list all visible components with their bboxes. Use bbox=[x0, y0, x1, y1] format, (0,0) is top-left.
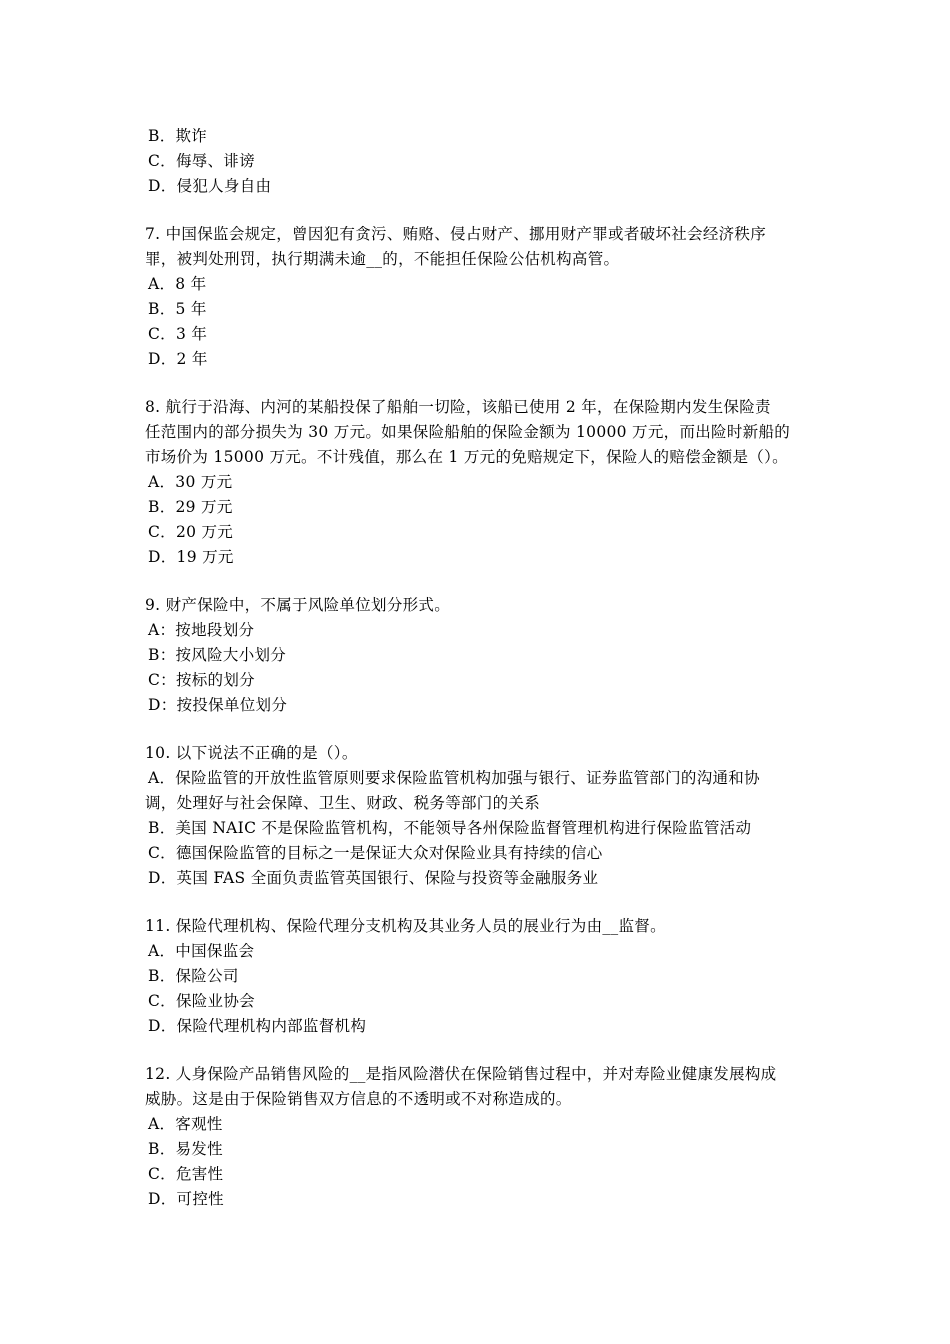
question-12 bbox=[145, 1062, 815, 1212]
question-stem-line: 威胁。这是由于保险销售双方信息的不透明或不对称造成的。 bbox=[145, 1090, 572, 1108]
option-item: A．保险监管的开放性监管原则要求保险监管机构加强与银行、证券监管部门的沟通和协 bbox=[148, 769, 760, 787]
option-item: C．保险业协会 bbox=[148, 992, 255, 1010]
option-item: D．19 万元 bbox=[148, 548, 234, 566]
option-item: B．保险公司 bbox=[148, 967, 239, 985]
question-11 bbox=[145, 914, 815, 1039]
option-item: B．5 年 bbox=[148, 300, 207, 318]
option-item-continued: 调，处理好与社会保障、卫生、财政、税务等部门的关系 bbox=[145, 794, 541, 812]
document-content bbox=[145, 124, 815, 1212]
option-item: C．侮辱、诽谤 bbox=[148, 152, 255, 170]
question-stem-line: 10. 以下说法不正确的是（）。 bbox=[145, 744, 358, 762]
option-item: B．易发性 bbox=[148, 1140, 223, 1158]
option-item: D．2 年 bbox=[148, 350, 208, 368]
option-item: D．侵犯人身自由 bbox=[148, 177, 272, 195]
question-stem-line: 罪，被判处刑罚，执行期满未逾__的，不能担任保险公估机构高管。 bbox=[145, 250, 620, 268]
question-8 bbox=[145, 395, 815, 570]
question-stem-line: 12. 人身保险产品销售风险的__是指风险潜伏在保险销售过程中，并对寿险业健康发展构成 bbox=[145, 1065, 777, 1083]
option-item: D．保险代理机构内部监督机构 bbox=[148, 1017, 367, 1035]
continuation-options bbox=[145, 124, 815, 199]
question-10 bbox=[145, 741, 815, 891]
question-7 bbox=[145, 222, 815, 372]
option-item: A．中国保监会 bbox=[148, 942, 255, 960]
option-item: C．德国保险监管的目标之一是保证大众对保险业具有持续的信心 bbox=[148, 844, 603, 862]
option-item: D．英国 FAS 全面负责监管英国银行、保险与投资等金融服务业 bbox=[148, 869, 599, 887]
question-stem-line: 任范围内的部分损失为 30 万元。如果保险船舶的保险金额为 10000 万元，而出险时新船的 bbox=[145, 423, 791, 441]
option-item: B：按风险大小划分 bbox=[148, 646, 287, 664]
question-stem-line: 9. 财产保险中，不属于风险单位划分形式。 bbox=[145, 596, 451, 614]
option-item: C．危害性 bbox=[148, 1165, 224, 1183]
question-stem-line: 8. 航行于沿海、内河的某船投保了船舶一切险，该船已使用 2 年，在保险期内发生保险责 bbox=[145, 398, 771, 416]
question-stem-line: 11. 保险代理机构、保险代理分支机构及其业务人员的展业行为由__监督。 bbox=[145, 917, 666, 935]
option-item: B．欺诈 bbox=[148, 127, 208, 145]
option-item: A：按地段划分 bbox=[148, 621, 255, 639]
option-item: C．20 万元 bbox=[148, 523, 234, 541]
option-item: D：按投保单位划分 bbox=[148, 696, 288, 714]
option-item: C：按标的划分 bbox=[148, 671, 255, 689]
option-item: B．美国 NAIC 不是保险监管机构，不能领导各州保险监督管理机构进行保险监管活动 bbox=[148, 819, 752, 837]
option-item: A．8 年 bbox=[148, 275, 207, 293]
question-stem-line: 7. 中国保监会规定，曾因犯有贪污、贿赂、侵占财产、挪用财产罪或者破坏社会经济秩序 bbox=[145, 225, 767, 243]
question-stem-line: 市场价为 15000 万元。不计残值，那么在 1 万元的免赔规定下，保险人的赔偿金额是（）。 bbox=[145, 448, 788, 466]
option-item: D．可控性 bbox=[148, 1190, 224, 1208]
option-item: A．客观性 bbox=[148, 1115, 223, 1133]
question-9 bbox=[145, 593, 815, 718]
option-item: B．29 万元 bbox=[148, 498, 233, 516]
option-item: A．30 万元 bbox=[148, 473, 233, 491]
option-item: C．3 年 bbox=[148, 325, 208, 343]
